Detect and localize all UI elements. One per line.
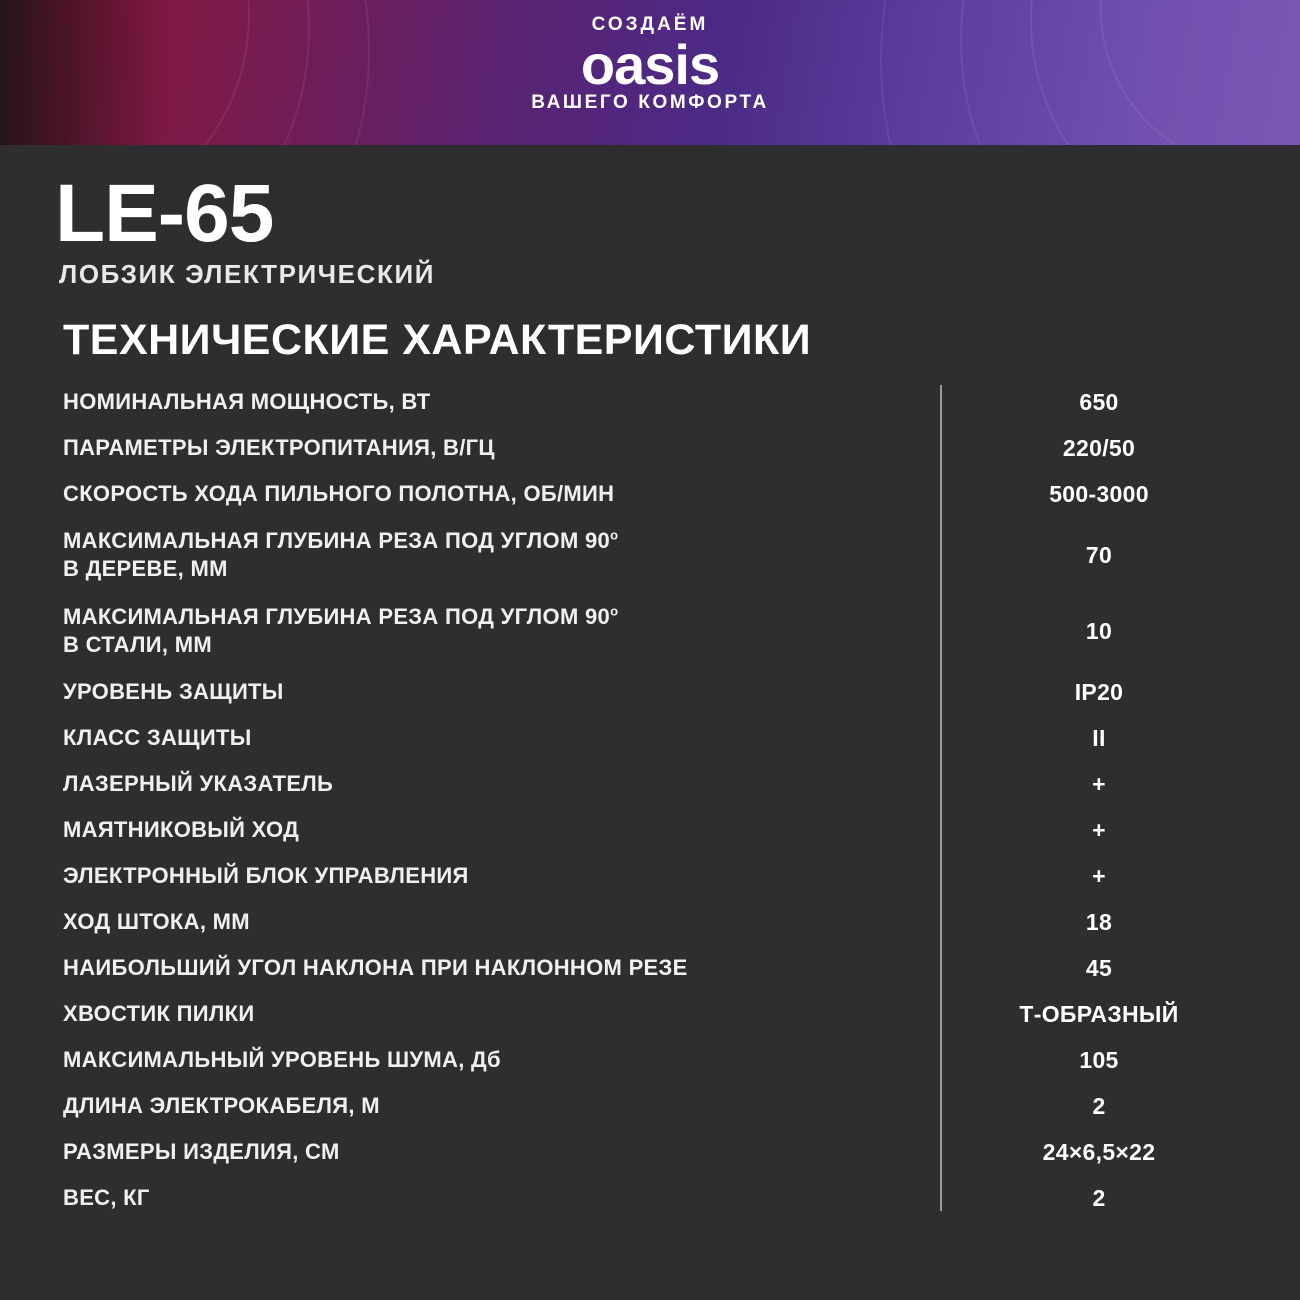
spec-label: ЛАЗЕРНЫЙ УКАЗАТЕЛЬ	[63, 770, 334, 796]
table-row	[63, 1129, 1245, 1175]
spec-label: ВЕС, КГ	[63, 1184, 150, 1210]
table-row	[63, 945, 1245, 991]
table-row	[63, 853, 1245, 899]
table-row	[63, 471, 1245, 517]
spec-value: 2	[1092, 1184, 1106, 1211]
spec-label: КЛАСС ЗАЩИТЫ	[63, 724, 252, 750]
table-row	[63, 1083, 1245, 1129]
spec-value: 70	[1085, 541, 1113, 568]
spec-value: 45	[1085, 954, 1113, 981]
table-row	[63, 1175, 1245, 1221]
table-row	[63, 517, 1245, 593]
spec-value: 105	[1079, 1046, 1119, 1073]
spec-label: МАЯТНИКОВЫЙ ХОД	[63, 816, 300, 842]
spec-label: МАКСИМАЛЬНАЯ ГЛУБИНА РЕЗА ПОД УГЛОМ 90$^o$ В СТАЛИ, ММ	[63, 603, 619, 657]
table-row	[63, 669, 1245, 715]
spec-label: ХОД ШТОКА, ММ	[63, 908, 250, 934]
spec-value: 18	[1085, 908, 1113, 935]
product-subtitle: ЛОБЗИК ЭЛЕКТРИЧЕСКИЙ	[59, 259, 436, 289]
spec-value: +	[1092, 816, 1106, 843]
spec-label: УРОВЕНЬ ЗАЩИТЫ	[63, 678, 284, 704]
table-row	[63, 807, 1245, 853]
logo-top-text: СОЗДАЁМ	[591, 14, 709, 35]
spec-value: 24×6,5×22	[1042, 1138, 1156, 1165]
spec-label: ХВОСТИК ПИЛКИ	[63, 1000, 255, 1026]
brand-banner	[0, 0, 1300, 145]
spec-value: 500-3000	[1049, 480, 1149, 507]
spec-label: ПАРАМЕТРЫ ЭЛЕКТРОПИТАНИЯ, В/ГЦ	[63, 434, 495, 460]
table-row	[63, 425, 1245, 471]
spec-label: РАЗМЕРЫ ИЗДЕЛИЯ, СМ	[63, 1138, 340, 1164]
table-row	[63, 715, 1245, 761]
spec-label: ЭЛЕКТРОННЫЙ БЛОК УПРАВЛЕНИЯ	[63, 862, 469, 888]
table-row	[63, 899, 1245, 945]
column-divider	[940, 385, 942, 1211]
table-row	[63, 991, 1245, 1037]
spec-value: +	[1092, 770, 1106, 797]
specs-table	[55, 379, 1245, 1221]
logo-wordmark: oasis	[580, 33, 720, 96]
spec-value: 650	[1079, 388, 1119, 415]
table-row	[63, 761, 1245, 807]
logo-bottom-text: ВАШЕГО КОМФОРТА	[531, 92, 769, 114]
oasis-logo	[0, 14, 1300, 114]
spec-value: II	[1092, 724, 1106, 751]
spec-label: НАИБОЛЬШИЙ УГОЛ НАКЛОНА ПРИ НАКЛОННОМ РЕЗЕ	[63, 954, 688, 980]
spec-value: 10	[1085, 617, 1113, 644]
spec-value: 220/50	[1062, 434, 1136, 461]
spec-value: 2	[1092, 1092, 1106, 1119]
spec-label: МАКСИМАЛЬНАЯ ГЛУБИНА РЕЗА ПОД УГЛОМ 90$^o$ В ДЕРЕВЕ, ММ	[63, 527, 619, 581]
spec-label: СКОРОСТЬ ХОДА ПИЛЬНОГО ПОЛОТНА, ОБ/МИН	[63, 480, 615, 506]
spec-value: +	[1092, 862, 1106, 889]
table-row	[63, 1037, 1245, 1083]
spec-value: IP20	[1074, 678, 1124, 705]
spec-label: МАКСИМАЛЬНЫЙ УРОВЕНЬ ШУМА, Дб	[63, 1046, 501, 1072]
specs-heading: ТЕХНИЧЕСКИЕ ХАРАКТЕРИСТИКИ	[63, 316, 812, 364]
table-row	[63, 593, 1245, 669]
product-model: LE-65	[55, 168, 274, 259]
sheet-content	[0, 145, 1300, 1221]
spec-label: НОМИНАЛЬНАЯ МОЩНОСТЬ, ВТ	[63, 388, 431, 414]
spec-label: ДЛИНА ЭЛЕКТРОКАБЕЛЯ, М	[63, 1092, 380, 1118]
spec-value: Т-ОБРАЗНЫЙ	[1019, 1000, 1179, 1027]
table-row	[63, 379, 1245, 425]
